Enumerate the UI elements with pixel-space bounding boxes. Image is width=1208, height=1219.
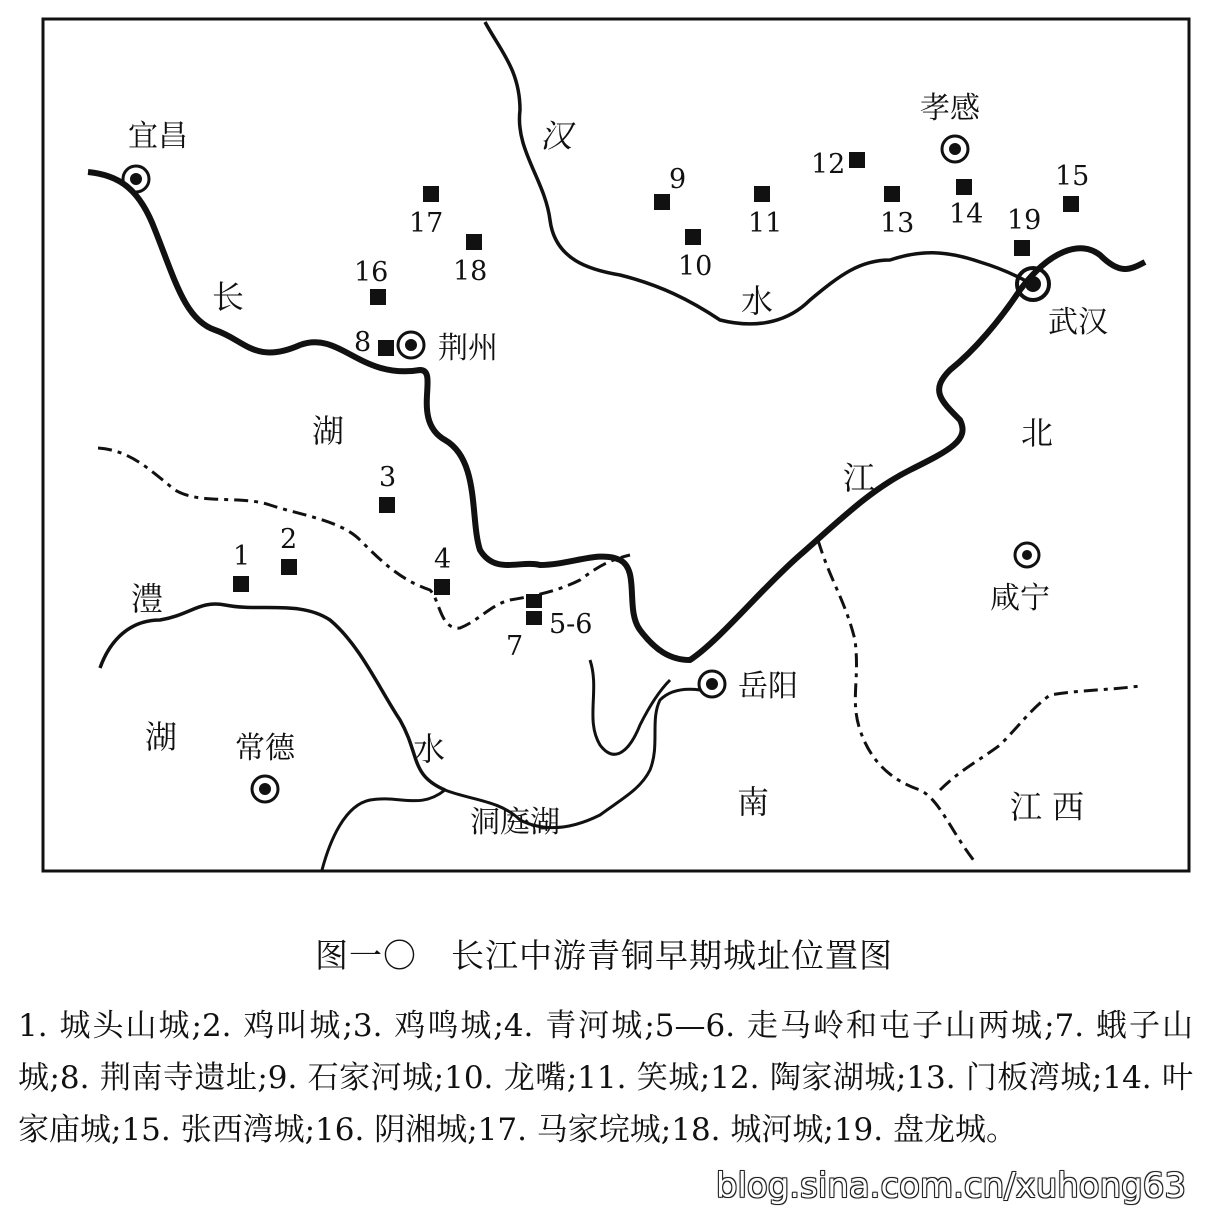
city-label-yichang: 宜昌 — [128, 119, 188, 154]
boundary-hubei-hunan — [98, 448, 630, 628]
site-9 — [654, 164, 686, 210]
svg-text:14: 14 — [949, 199, 984, 230]
label-chang: 长 — [212, 278, 245, 316]
label-dongting: 洞庭湖 — [470, 805, 560, 840]
watermark: blog.sina.com.cn/xuhong63 — [715, 1166, 1186, 1206]
label-shui-li: 水 — [413, 730, 446, 768]
site-11 — [748, 186, 782, 239]
label-jiangxi: 江 西 — [1010, 788, 1085, 826]
site-17 — [409, 186, 443, 239]
site-7 — [506, 611, 542, 662]
svg-text:13: 13 — [880, 208, 915, 239]
city-label-changde: 常德 — [235, 731, 295, 766]
city-jingzhou — [398, 331, 498, 366]
site-10 — [678, 229, 712, 282]
city-label-jingzhou: 荆州 — [438, 331, 498, 366]
svg-text:15: 15 — [1055, 161, 1090, 192]
svg-text:1: 1 — [233, 541, 251, 572]
label-li: 澧 — [131, 580, 164, 618]
svg-text:19: 19 — [1007, 205, 1042, 236]
svg-text:8: 8 — [354, 327, 372, 358]
label-han: 汉 — [540, 117, 573, 155]
site-8 — [354, 327, 394, 358]
city-yichang — [123, 119, 188, 192]
city-label-yueyang: 岳阳 — [738, 669, 798, 704]
site-13 — [880, 186, 914, 239]
site-3 — [379, 462, 396, 513]
label-jiang: 江 — [843, 459, 876, 497]
city-xiaogan — [920, 91, 980, 162]
city-xianning — [990, 543, 1050, 616]
map-frame — [43, 19, 1189, 871]
boundary-hunan-east — [818, 540, 975, 862]
svg-text:17: 17 — [409, 208, 444, 239]
svg-text:9: 9 — [669, 164, 687, 195]
city-label-xianning: 咸宁 — [990, 581, 1050, 616]
svg-text:12: 12 — [811, 149, 846, 180]
city-yueyang — [699, 669, 798, 704]
label-hu-south: 湖 — [145, 718, 178, 756]
svg-text:3: 3 — [379, 462, 397, 493]
label-nan: 南 — [737, 783, 770, 821]
svg-text:11: 11 — [748, 208, 783, 239]
label-shui-han: 水 — [741, 282, 774, 320]
svg-text:5-6: 5-6 — [549, 609, 593, 640]
site-19 — [1007, 205, 1041, 256]
svg-text:10: 10 — [678, 251, 713, 282]
label-hu-north: 湖 — [312, 412, 345, 450]
site-18 — [453, 234, 487, 287]
svg-text:4: 4 — [434, 544, 452, 575]
city-changde — [235, 731, 296, 802]
boundary-hubei-jiangxi — [940, 686, 1140, 790]
site-4 — [434, 544, 451, 595]
svg-text:7: 7 — [506, 631, 524, 662]
site-16 — [354, 257, 388, 305]
site-14 — [949, 179, 983, 230]
site-2 — [280, 524, 297, 575]
site-12 — [811, 149, 865, 180]
han-river — [485, 22, 1028, 324]
city-label-wuhan: 武汉 — [1048, 305, 1108, 340]
svg-text:18: 18 — [453, 256, 488, 287]
svg-text:16: 16 — [354, 257, 389, 288]
city-wuhan — [1017, 268, 1108, 340]
city-label-xiaogan: 孝感 — [920, 91, 980, 126]
label-bei: 北 — [1021, 414, 1054, 452]
figure-caption: 图一〇 长江中游青铜早期城址位置图 — [315, 936, 893, 975]
site-legend: 1. 城头山城;2. 鸡叫城;3. 鸡鸣城;4. 青河城;5—6. 走马岭和屯子山两城;7. 蛾子山城;8. 荆南寺遗址;9. 石家河城;10. 龙嘴;11. 笑城;12. 陶家湖城;13. 门板湾城;14. 叶家庙城;15. 张西湾城;16. 阴湘城;17. 马家垸城;18. 城河城;19. 盘龙城。 — [18, 1008, 1193, 1148]
site-1 — [233, 541, 250, 592]
svg-text:2: 2 — [280, 524, 298, 555]
site-15 — [1055, 161, 1089, 212]
